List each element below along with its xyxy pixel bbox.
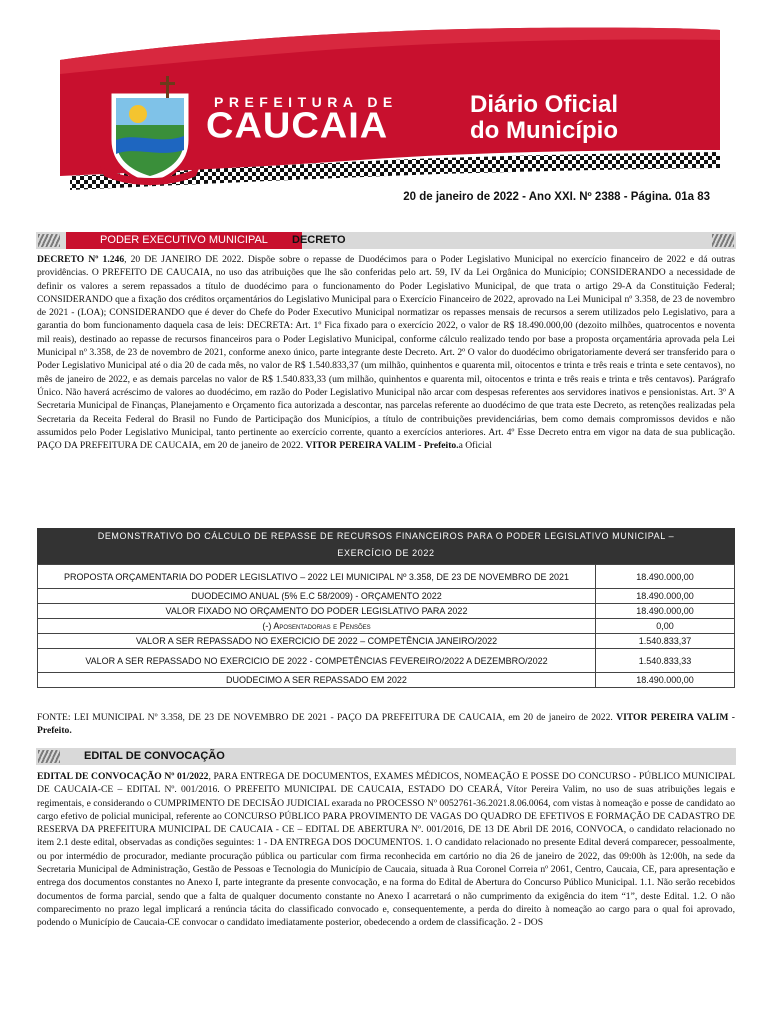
table-cell-label: VALOR FIXADO NO ORÇAMENTO DO PODER LEGISLATIVO PARA 2022	[38, 604, 596, 619]
edition-info: 20 de janeiro de 2022 - Ano XXI. Nº 2388 - Página. 01a 83	[403, 191, 710, 203]
table-title-line1: DEMONSTRATIVO DO CÁLCULO DE REPASSE DE RECURSOS FINANCEIROS PARA O PODER LEGISLATIVO MUNICIPAL –	[97, 531, 675, 541]
table-row	[38, 634, 735, 649]
table-cell-label: VALOR A SER REPASSADO NO EXERCICIO DE 2022 - COMPETÊNCIAS FEVEREIRO/2022 A DEZEMBRO/2022	[38, 649, 596, 673]
decree-signer: VITOR PEREIRA VALIM - Prefeito.	[305, 440, 459, 452]
fonte-text	[37, 711, 735, 738]
decree-text	[37, 253, 735, 452]
section-type-label: EDITAL DE CONVOCAÇÃO	[84, 750, 225, 762]
diario-title	[470, 92, 618, 144]
table-title	[37, 528, 735, 564]
table-row	[38, 619, 735, 634]
section-bar-edital	[36, 748, 736, 765]
calc-table	[37, 564, 735, 688]
table-cell-value: 18.490.000,00	[596, 673, 735, 688]
diario-title-line2: do Município	[470, 117, 618, 144]
decree-heading: DECRETO Nº 1.246	[37, 254, 125, 265]
decree-tail: a Oficial	[458, 440, 492, 452]
section-bar-decreto	[36, 232, 736, 249]
section-type-label: DECRETO	[292, 234, 346, 246]
fonte-body: FONTE: LEI MUNICIPAL Nº 3.358, DE 23 DE NOVEMBRO DE 2021 - PAÇO DA PREFEITURA DE CAUCAIA, em 20 de janeiro de 2022.	[37, 712, 617, 723]
table-cell-value: 0,00	[596, 619, 735, 634]
slashes-icon	[38, 234, 60, 247]
slashes-icon	[38, 750, 60, 763]
diario-title-line1: Diário Oficial	[470, 91, 619, 118]
table-cell-value: 18.490.000,00	[596, 589, 735, 604]
slashes-icon	[712, 234, 734, 247]
table-row	[38, 589, 735, 604]
table-cell-label: DUODECIMO A SER REPASSADO EM 2022	[38, 673, 596, 688]
table-row	[38, 604, 735, 619]
prefeitura-label: PREFEITURA DE	[214, 94, 398, 110]
table-cell-label: DUODECIMO ANUAL (5% E.C 58/2009) - ORÇAMENTO 2022	[38, 589, 596, 604]
table-row	[38, 673, 735, 688]
masthead	[0, 0, 770, 192]
section-power-label: PODER EXECUTIVO MUNICIPAL	[66, 232, 302, 249]
edital-text	[37, 770, 735, 930]
table-cell-label-text: (-) Aposentadorias e Pensões	[262, 621, 371, 631]
table-row	[38, 565, 735, 589]
table-cell-value: 18.490.000,00	[596, 604, 735, 619]
table-title-line2: EXERCÍCIO DE 2022	[337, 548, 435, 558]
decree-body: , 20 DE JANEIRO DE 2022. Dispõe sobre o repasse de Duodécimos para o Poder Legislativo Municipal no exercício financeiro de 2022 e dá outras providências. O PREFEITO DE CAUCAIA, no uso das atribuições que lhe são conferidas pelo art. 59, IV da Lei Orgânica do Município; CONSIDERANDO a necessidade de definir os valores a serem repassados a título de duodécimo para o funcionamento do Poder Legislativo Municipal, de que trata o artigo 29-A da Constituição Federal; CONSIDERANDO que a fixação dos créditos orçamentários do Legislativo Municipal para o Exercício Financeiro de 2022, aprovado na Lei Municipal nº 3.358, de 23 de novembro de 2021 - (LOA); CONSIDERANDO que é dever do Chefe do Poder Executivo Municipal normatizar os repasses mensais de recursos a serem utilizados pelo Legislativo, para a garantia do bom funcionamento daquela casa de leis: DECRETA: Art. 1º Fica fixado para o exercício 2022, o valor de R$ 18.490.000,00 (dezoito milhões, quatrocentos e noventa mil reais), destinado ao repasse de recursos financeiros para o Poder Legislativo Municipal, conforme cálculo realizado tendo por base a proposta orçamentária aprovada pela Lei Municipal nº 3.358, de 23 de novembro de 2021, conforme anexo único, parte integrante deste Decreto. Art. 2º O valor do duodécimo obrigatoriamente deverá ser transferido para o Poder Legislativo Municipal até o dia 20 de cada mês, no valor de R$ 1.540.833,37 (um milhão, quinhentos e quarenta mil, oitocentos e trinta e três reais e trinta e sete centavos), no mês de janeiro de 2022, e as demais parcelas no valor de R$ 1.540.833,33 (um milhão, quinhentos e quarenta mil, oitocentos e trinta e três reais e trinta e três centavos). Parágrafo Único. Não haverá acréscimo de valores ao duodécimo, em razão do Poder Legislativo Municipal não arcar com despesas referentes aos servidores inativos e pensionistas. Art. 3º A Secretaria Municipal de Finanças, Planejamento e Orçamento fica autorizada a descontar, nas parcelas referente ao duodécimo de que trata este Decreto, as retenções realizadas pela Secretaria da Receita Federal do Brasil no Fundo de Participação dos Municípios, a título de contribuições previdenciárias, bem como demais compromissos devidos e não assumidos pelo Poder Legislativo Municipal, tanto pertinente ao exercício corrente, quanto a exercícios anteriores. Art. 4º Esse Decreto entra em vigor na data de sua publicação. PAÇO DA PREFEITURA DE CAUCAIA, em 20 de janeiro de 2022.	[37, 254, 735, 452]
city-emblem-icon	[90, 70, 210, 190]
table-row	[38, 649, 735, 673]
table-cell-value: 1.540.833,33	[596, 649, 735, 673]
table-cell-label: VALOR A SER REPASSADO NO EXERCICIO DE 2022 – COMPETÊNCIA JANEIRO/2022	[38, 634, 596, 649]
edital-heading: EDITAL DE CONVOCAÇÃO Nº 01/2022	[37, 771, 209, 782]
table-cell-label	[38, 619, 596, 634]
city-name: CAUCAIA	[206, 106, 389, 146]
edital-body: , PARA ENTREGA DE DOCUMENTOS, EXAMES MÉDICOS, NOMEAÇÃO E POSSE DO CONCURSO - PÚBLICO MUNICIPAL DE CAUCAIA-CE – EDITAL Nº. 001/2016. O PREFEITO MUNICIPAL DE CAUCAIA, ESTADO DO CEARÁ, Vítor Pereira Valim, no uso de suas atribuições legais e regimentais, e considerando o CUMPRIMENTO DE DECISÃO JUDICIAL exarada no PROCESSO Nº 0052761-36.2021.8.06.0064, com vistas à nomeação e posse de candidato ao cargo efetivo de policial municipal, referente ao CONCURSO PÚBLICO PARA PROVIMENTO DE VAGAS DO QUADRO DE EFETIVOS E FORMAÇÃO DE CADASTRO DE RESERVA DA PREFEITURA MUNICIPAL DE CAUCAIA - CE – EDITAL DE ABERTURA Nº. 001/2016, DE 13 DE Abril DE 2016, CONVOCA, o candidato relacionado no item 2.1 deste edital, observadas as condições seguintes: 1 - DA ENTREGA DOS DOCUMENTOS. 1. O candidato relacionado no presente Edital deverá comparecer, pessoalmente, ou por intermédio de procurador, mediante procuração pública ou particular com firma reconhecida em cartório no dia 26 de janeiro de 2022, das 09:00h às 12:00h, na sede da Secretaria Municipal de Administração, Gestão de Pessoas e Tecnologia do Município de Caucaia, situada à Rua Coronel Correia nº 2061, Centro, Caucaia, CE, para apresentação e entrega dos documentos constantes no Anexo I, parte integrante da presente convocação, e na forma do Edital de Abertura do Concurso Público Municipal. 1.1. Não serão recebidos documentos de forma parcial, sendo que a falta de qualquer documento constante no Anexo I acarretará o não cumprimento da exigência do item “1”, deste Edital. 1.2. O não comparecimento no prazo legal implicará a renúncia tácita do classificado convocado e, consequentemente, a perda do direito à nomeação ao cargo para o qual foi aprovado, podendo o Município de Caucaia-CE convocar o candidato imediatamente posterior, obedecendo a ordem de classificação. 2 - DOS	[37, 771, 736, 929]
table-cell-value: 18.490.000,00	[596, 565, 735, 589]
fonte-signer: VITOR PEREIRA VALIM - Prefeito.	[37, 712, 735, 737]
table-cell-value: 1.540.833,37	[596, 634, 735, 649]
table-cell-label: PROPOSTA ORÇAMENTARIA DO PODER LEGISLATIVO – 2022 LEI MUNICIPAL Nº 3.358, DE 23 DE NOVEMBRO DE 2021	[38, 565, 596, 589]
